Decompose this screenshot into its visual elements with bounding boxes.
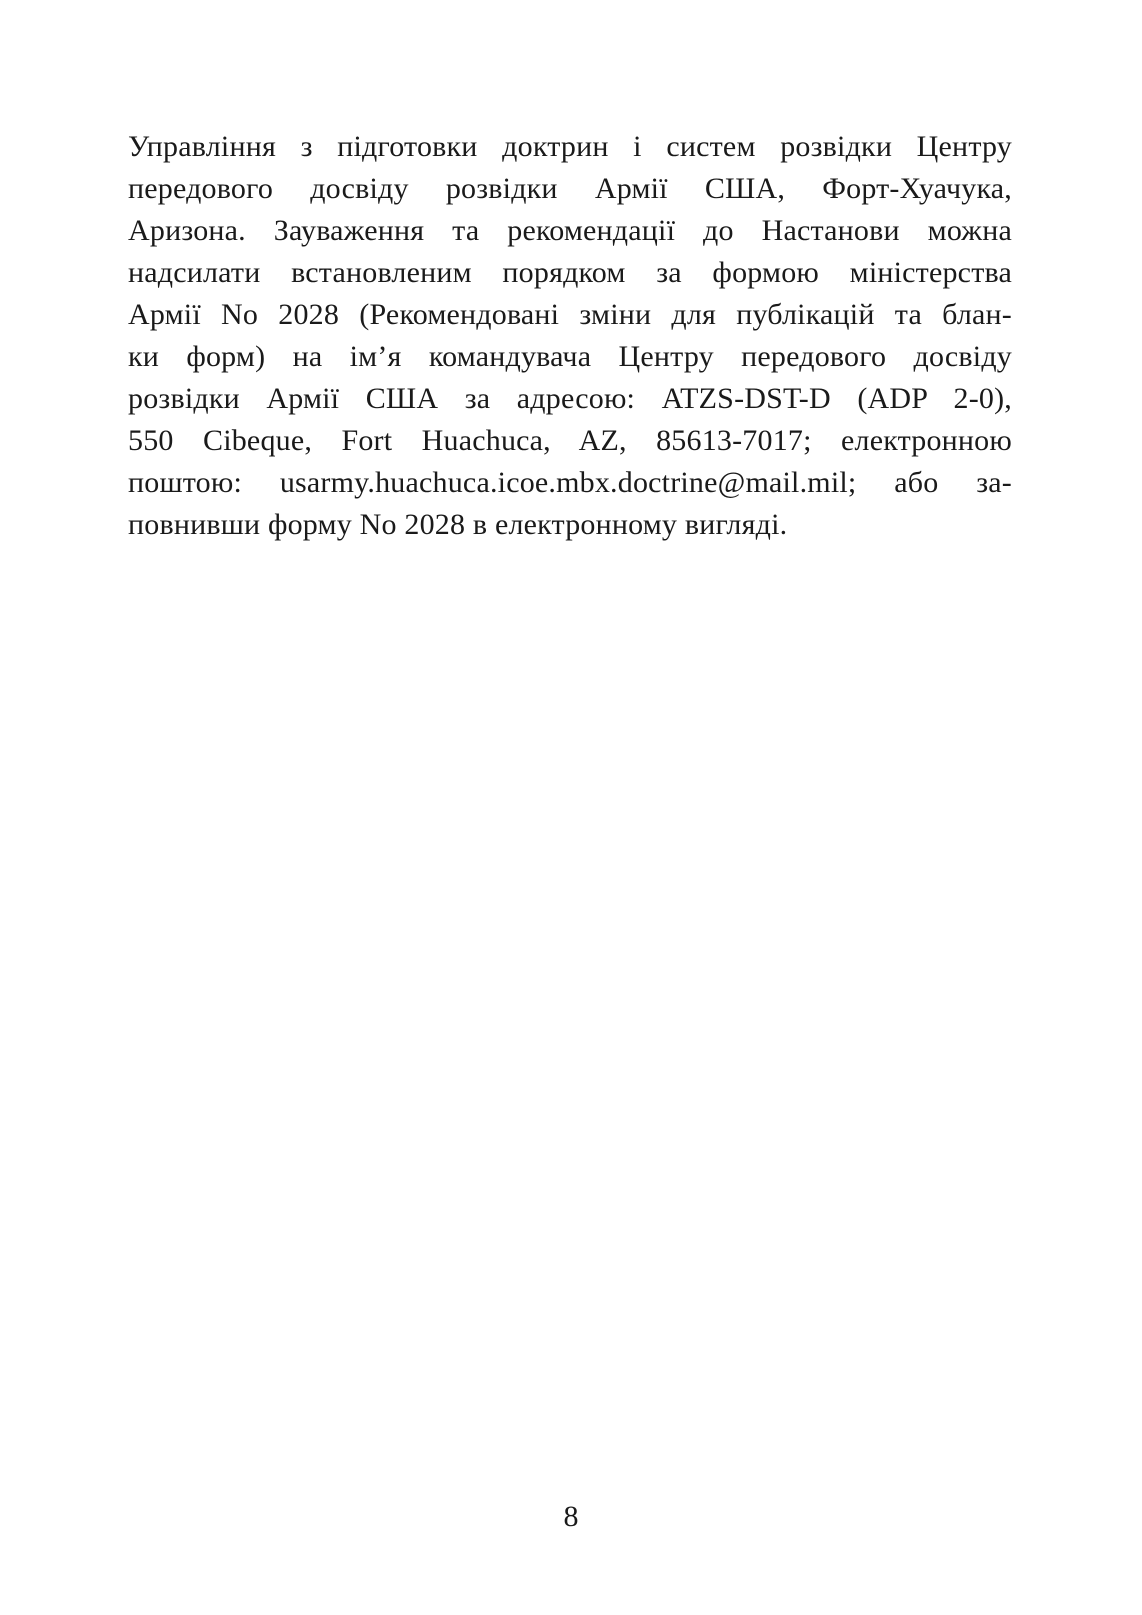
paragraph-line: поштою: usarmy.huachuca.icoe.mbx.doctrine@mail.mil; або за- (128, 466, 1012, 499)
paragraph-line: Армії No 2028 (Рекомендовані зміни для публікацій та блан- (128, 298, 1012, 331)
page-number: 8 (563, 1500, 579, 1533)
paragraph-line: передового досвіду розвідки Армії США, Форт-Хуачука, (128, 172, 1012, 205)
paragraph-line: повнивши форму No 2028 в електронному вигляді. (128, 508, 788, 541)
paragraph-line: розвідки Армії США за адресою: ATZS-DST-D (ADP 2-0), (128, 382, 1012, 415)
body-paragraph (128, 126, 1012, 546)
paragraph-line: надсилати встановленим порядком за формою міністерства (128, 256, 1012, 289)
paragraph-line: 550 Cibeque, Fort Huachuca, AZ, 85613-7017; електронною (128, 424, 1012, 457)
paragraph-line: Аризона. Зауваження та рекомендації до Настанови можна (128, 214, 1012, 247)
paragraph-line: ки форм) на ім’я командувача Центру передового досвіду (128, 340, 1012, 373)
paragraph-line: Управління з підготовки доктрин і систем розвідки Центру (128, 130, 1012, 163)
